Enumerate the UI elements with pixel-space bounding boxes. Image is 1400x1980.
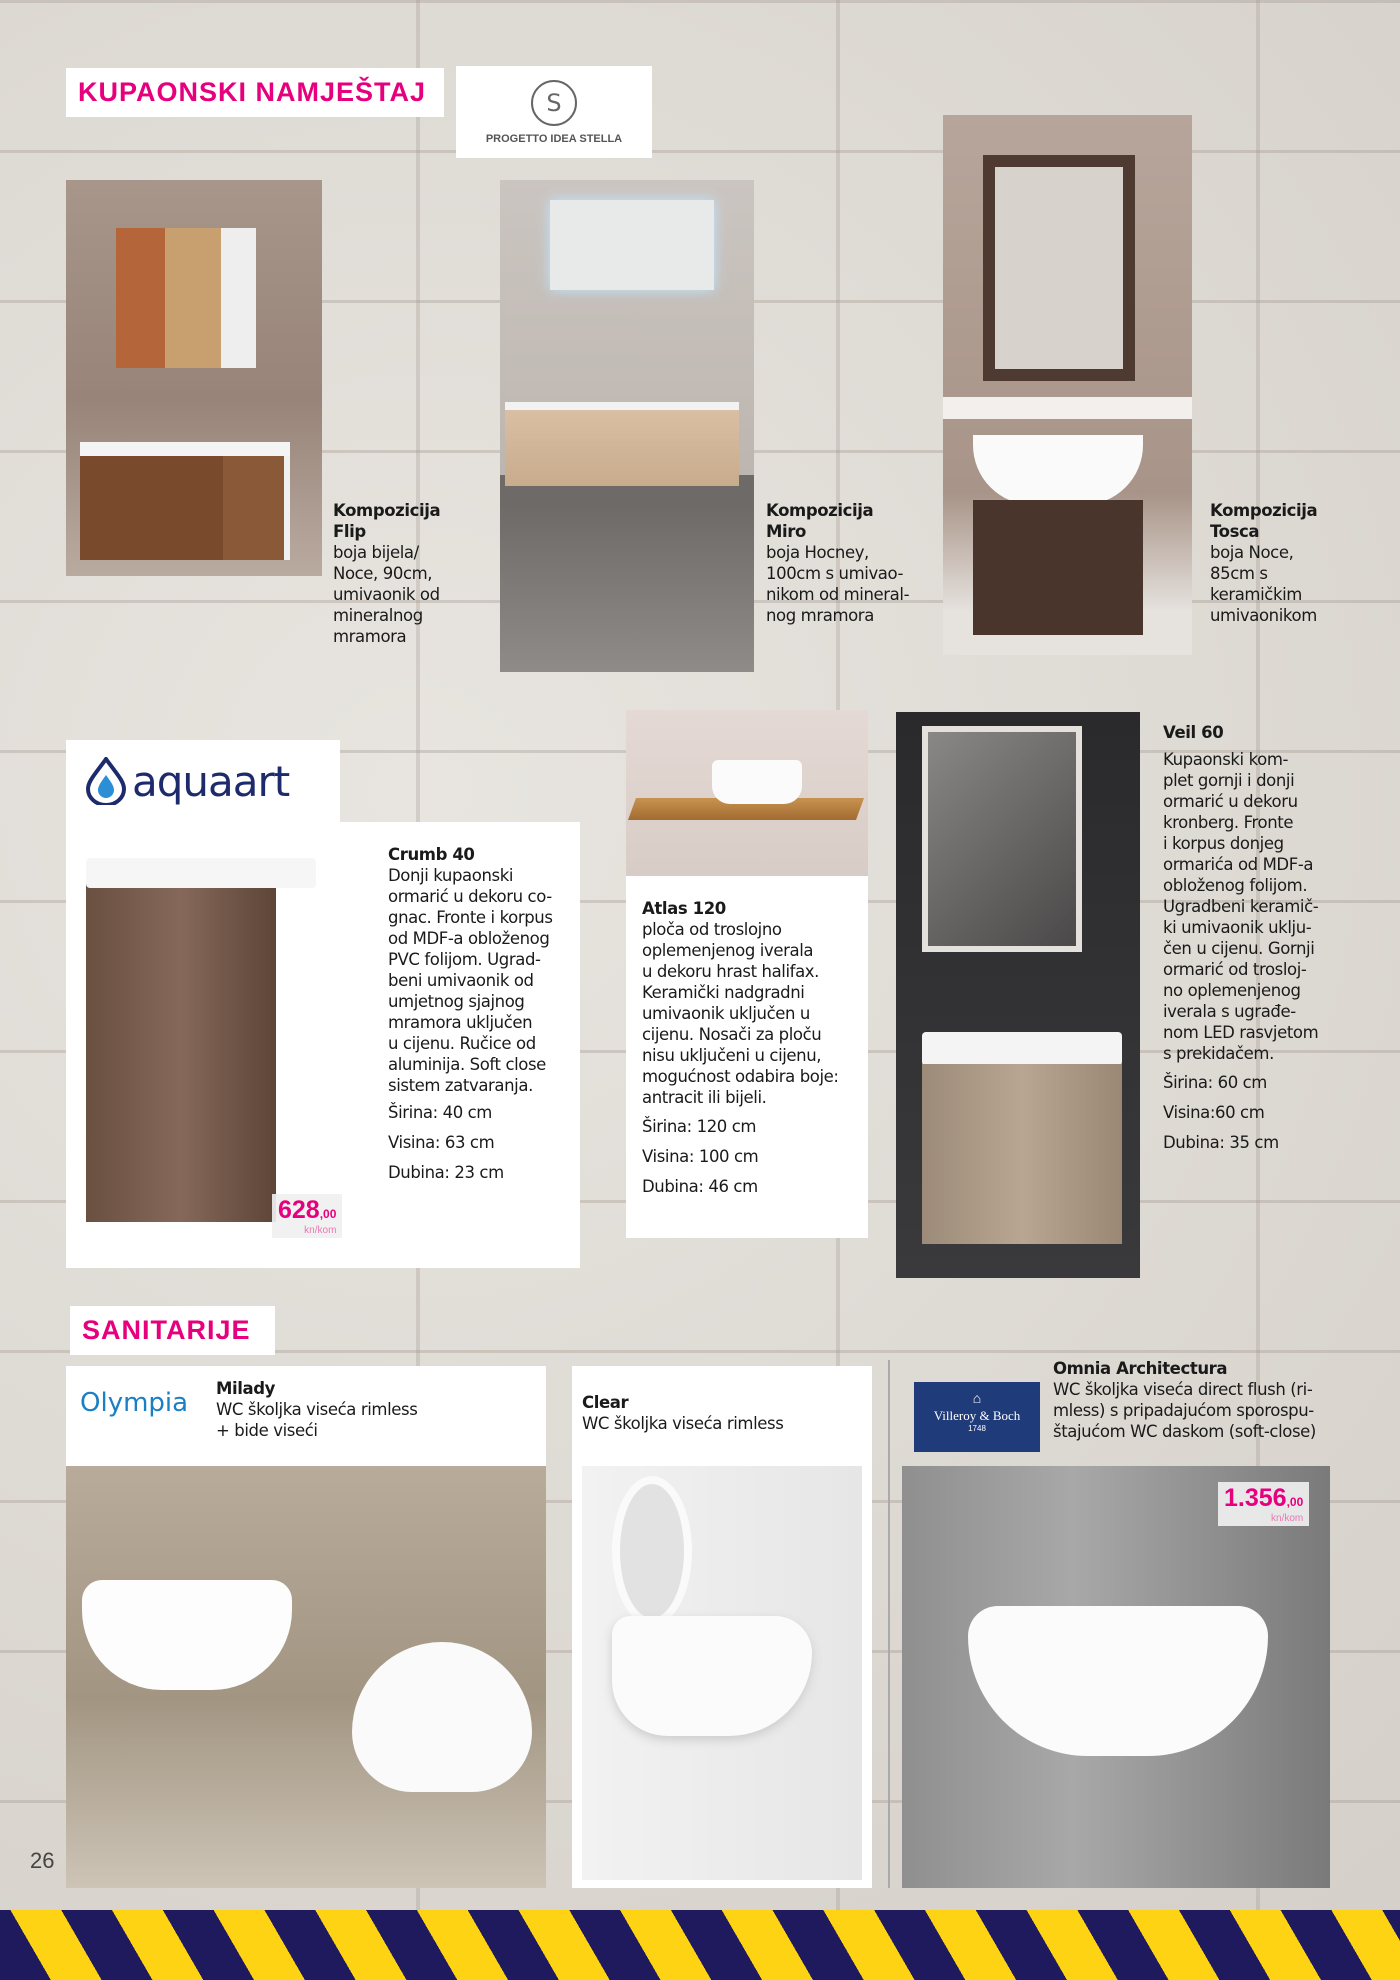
crumb-desc-line: ormarić u dekoru co-: [388, 887, 552, 906]
omnia-price: [1218, 1482, 1309, 1526]
veil-image: [896, 712, 1140, 1278]
atlas-desc-line: umivaonik uključen u: [642, 1004, 810, 1023]
veil-desc-line: ki umivaonik uklju-: [1163, 918, 1312, 937]
tosca-image: [943, 115, 1192, 655]
section-title-furniture: KUPAONSKI NAMJEŠTAJ: [66, 68, 444, 117]
clear-title: Clear: [582, 1393, 629, 1412]
crumb-description: [388, 844, 553, 1183]
price-cents: ,00: [319, 1207, 337, 1221]
hazard-stripes-footer: [0, 1910, 1400, 1980]
flip-desc-line: Noce, 90cm,: [333, 564, 433, 583]
villeroy-logo-text: Villeroy & Boch: [933, 1408, 1021, 1423]
veil-desc-line: i korpus donjeg: [1163, 834, 1284, 853]
omnia-image: [902, 1466, 1330, 1888]
crumb-desc-line: aluminija. Soft close: [388, 1055, 546, 1074]
miro-desc-line: boja Hocney,: [766, 543, 869, 562]
crumb-desc-line: od MDF-a obloženog: [388, 929, 550, 948]
veil-desc-line: obloženog folijom.: [1163, 876, 1308, 895]
crumb-price: [272, 1194, 342, 1238]
atlas-desc-line: cijenu. Nosači za ploču: [642, 1025, 822, 1044]
crumb-desc-line: mramora uključen: [388, 1013, 533, 1032]
crumb-depth: Dubina: 23 cm: [388, 1163, 504, 1182]
flip-title: Kompozicija: [333, 501, 441, 520]
price-value: 628: [278, 1196, 320, 1224]
flip-desc-line: umivaonik od: [333, 585, 440, 604]
veil-desc-line: s prekidačem.: [1163, 1044, 1274, 1063]
veil-height: Visina:60 cm: [1163, 1103, 1265, 1122]
crumb-image: [86, 882, 276, 1222]
veil-desc-line: nom LED rasvjetom: [1163, 1023, 1319, 1042]
veil-desc-line: ormarić od trosloj-: [1163, 960, 1307, 979]
veil-desc-line: Kupaonski kom-: [1163, 750, 1289, 769]
flip-desc-line: mineralnog: [333, 606, 423, 625]
atlas-depth: Dubina: 46 cm: [642, 1177, 758, 1196]
aquaart-logo-text: aquaart: [132, 756, 290, 806]
flip-title-name: Flip: [333, 522, 366, 541]
veil-desc-line: plet gornji i donji: [1163, 771, 1295, 790]
crumb-desc-line: sistem zatvaranja.: [388, 1076, 533, 1095]
tosca-title: Kompozicija: [1210, 501, 1318, 520]
price-unit: kn/kom: [1271, 1513, 1304, 1524]
veil-title: Veil 60: [1163, 723, 1224, 742]
tosca-title-name: Tosca: [1210, 522, 1260, 541]
atlas-desc-line: mogućnost odabira boje:: [642, 1067, 839, 1086]
clear-desc-line: WC školjka viseća rimless: [582, 1414, 784, 1433]
atlas-desc-line: ploča od troslojno: [642, 920, 782, 939]
atlas-desc-line: antracit ili bijeli.: [642, 1088, 767, 1107]
milady-title: Milady: [216, 1379, 276, 1398]
miro-desc-line: 100cm s umivao-: [766, 564, 904, 583]
atlas-image: [626, 710, 868, 876]
tosca-desc-line: 85cm s: [1210, 564, 1268, 583]
veil-desc-line: ormarić u dekoru: [1163, 792, 1298, 811]
clear-image: [582, 1466, 862, 1880]
flip-desc-line: boja bijela/: [333, 543, 419, 562]
price-unit: kn/kom: [304, 1225, 337, 1236]
section-title-sanitary: SANITARIJE: [70, 1306, 275, 1355]
omnia-desc-line: mless) s pripadajućom sporospu-: [1053, 1401, 1314, 1420]
svg-text:S: S: [546, 89, 562, 117]
miro-title-name: Miro: [766, 522, 806, 541]
price-cents: ,00: [1286, 1495, 1304, 1509]
crumb-desc-line: Donji kupaonski: [388, 866, 514, 885]
olympia-logo: Olympia: [80, 1388, 189, 1418]
milady-header: [66, 1366, 546, 1466]
crumb-desc-line: beni umivaonik od: [388, 971, 534, 990]
tosca-desc-line: umivaonikom: [1210, 606, 1317, 625]
villeroy-logo-year: 1748: [968, 1424, 986, 1433]
tosca-desc-line: keramičkim: [1210, 585, 1302, 604]
veil-desc-line: ormarića od MDF-a: [1163, 855, 1314, 874]
flip-image: [66, 180, 322, 576]
miro-title: Kompozicija: [766, 501, 874, 520]
crumb-panel: [66, 822, 580, 1268]
crumb-desc-line: umjetnog sjajnog: [388, 992, 525, 1011]
omnia-desc-line: WC školjka viseća direct flush (ri-: [1053, 1380, 1313, 1399]
price-value: 1.356: [1224, 1484, 1287, 1512]
crumb-desc-line: gnac. Fronte i korpus: [388, 908, 553, 927]
atlas-title: Atlas 120: [642, 899, 726, 918]
miro-desc-line: nikom od mineral-: [766, 585, 910, 604]
clear-panel: [572, 1366, 872, 1888]
milady-description: [216, 1378, 417, 1441]
milady-desc-line: + bide viseći: [216, 1421, 318, 1440]
omnia-desc-line: štajućom WC daskom (soft-close): [1053, 1422, 1316, 1441]
veil-width: Širina: 60 cm: [1163, 1073, 1267, 1092]
crumb-title: Crumb 40: [388, 845, 475, 864]
tosca-description: [1210, 500, 1317, 626]
veil-desc-line: no oplemenjenog: [1163, 981, 1301, 1000]
tosca-desc-line: boja Noce,: [1210, 543, 1294, 562]
omnia-title: Omnia Architectura: [1053, 1359, 1228, 1378]
villeroy-boch-logo: ⌂ Villeroy & Boch 1748: [914, 1382, 1040, 1452]
miro-image: [500, 180, 754, 672]
veil-desc-line: kronberg. Fronte: [1163, 813, 1294, 832]
milady-desc-line: WC školjka viseća rimless: [216, 1400, 418, 1419]
flip-desc-line: mramora: [333, 627, 407, 646]
clear-description: [582, 1392, 783, 1434]
crumb-width: Širina: 40 cm: [388, 1103, 492, 1122]
flip-description: [333, 500, 440, 647]
veil-description: [1163, 722, 1318, 1153]
page-number: 26: [30, 1848, 55, 1873]
water-drop-icon: [86, 757, 126, 805]
veil-desc-line: čen u cijenu. Gornji: [1163, 939, 1315, 958]
veil-desc-line: iverala s ugrađe-: [1163, 1002, 1296, 1021]
miro-description: [766, 500, 909, 626]
veil-depth: Dubina: 35 cm: [1163, 1133, 1279, 1152]
progetto-logo: [456, 66, 652, 158]
aquaart-logo: [66, 740, 340, 822]
atlas-desc-line: u dekoru hrast halifax.: [642, 962, 820, 981]
milady-image: [66, 1466, 546, 1888]
atlas-desc-line: nisu uključeni u cijenu,: [642, 1046, 822, 1065]
atlas-description: [626, 876, 868, 1238]
miro-desc-line: nog mramora: [766, 606, 874, 625]
veil-desc-line: Ugradbeni keramič-: [1163, 897, 1319, 916]
atlas-width: Širina: 120 cm: [642, 1117, 757, 1136]
crumb-height: Visina: 63 cm: [388, 1133, 495, 1152]
crumb-desc-line: u cijenu. Ručice od: [388, 1034, 536, 1053]
atlas-desc-line: Keramički nadgradni: [642, 983, 805, 1002]
progetto-logo-text: PROGETTO IDEA STELLA: [485, 133, 623, 145]
atlas-height: Visina: 100 cm: [642, 1147, 759, 1166]
crumb-desc-line: PVC folijom. Ugrad-: [388, 950, 541, 969]
progetto-logo-mark-icon: [529, 78, 579, 128]
atlas-desc-line: oplemenjenog iverala: [642, 941, 814, 960]
omnia-description: [1053, 1358, 1316, 1442]
